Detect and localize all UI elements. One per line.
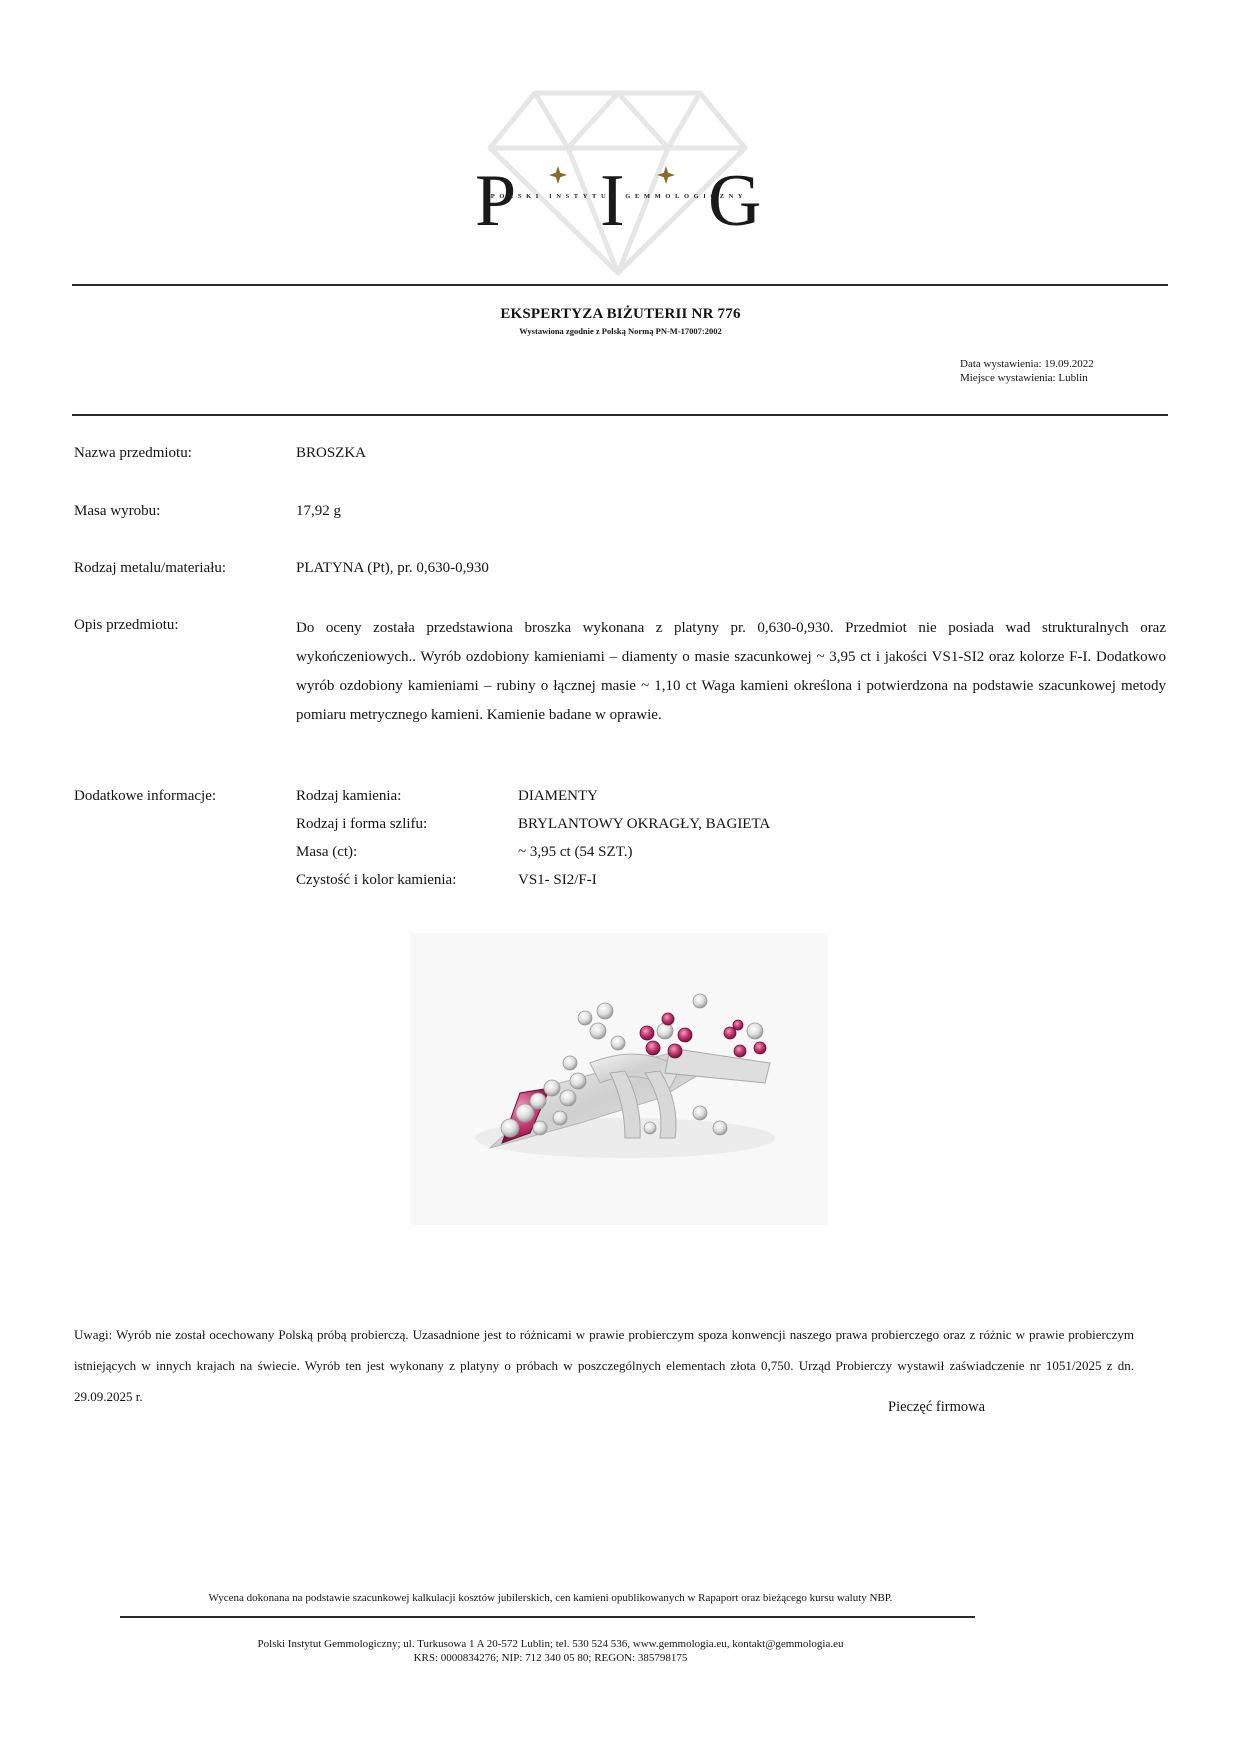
issue-place: Miejsce wystawienia: Lublin [960, 372, 1088, 384]
remarks-text: Uwagi: Wyrób nie został ocechowany Polską próbą probierczą. Uzasadnione jest to różnicami w prawie probierczym spoza konwencji naszego prawa probierczego oraz z różnic w prawie probierczym istniejących w innych krajach na świecie. Wyrób ten jest wykonany z platyny o próbach w poszczególnych elementach złota 0,750. Urząd Probierczy wystawił zaświadczenie nr 1051/2025 z dn. 29.09.2025 r. [74, 1327, 1134, 1404]
valuation-note: Wycena dokonana na podstawie szacunkowej kalkulacji kosztów jubilerskich, cen kamieni opublikowanych w Rapaport oraz bieżącego kursu waluty NBP. [208, 1592, 893, 1604]
item-name-value: BROSZKA [296, 445, 367, 461]
metal-value: PLATYNA (Pt), pr. 0,630-0,930 [296, 560, 489, 576]
document-title: EKSPERTYZA BIŻUTERII NR 776 [500, 306, 741, 322]
description-label: Opis przedmiotu: [74, 617, 179, 633]
pig-logo [400, 70, 840, 280]
cut-value: BRYLANTOWY OKRAGŁY, BAGIETA [518, 816, 771, 832]
divider-top [72, 284, 1168, 286]
clarity-color-value: VS1- SI2/F-I [518, 872, 597, 888]
registry-line: KRS: 0000834276; NIP: 712 340 05 80; REGON: 385798175 [413, 1652, 688, 1664]
mass-label: Masa wyrobu: [74, 503, 161, 519]
star-icon [657, 166, 675, 184]
company-stamp-label: Pieczęć firmowa [888, 1399, 986, 1415]
divider-footer [120, 1616, 975, 1618]
divider-header [72, 414, 1168, 416]
logo-letter-g: G [708, 160, 762, 242]
issue-info [960, 357, 1094, 385]
brooch-image [410, 933, 828, 1225]
cut-label: Rodzaj i forma szlifu: [296, 816, 428, 832]
logo-letter-p: P [475, 160, 517, 242]
carat-label: Masa (ct): [296, 844, 358, 860]
star-icon [549, 166, 567, 184]
issue-date: Data wystawienia: 19.09.2022 [960, 358, 1094, 370]
contact-line: Polski Instytut Gemmologiczny; ul. Turkusowa 1 A 20-572 Lublin; tel. 530 524 536, www.gemmologia.eu, kontakt@gemmologia.eu [257, 1638, 844, 1650]
stone-type-value: DIAMENTY [518, 788, 598, 804]
additional-info-label: Dodatkowe informacje: [74, 788, 217, 804]
item-name-label: Nazwa przedmiotu: [74, 445, 192, 461]
description-text: Do oceny została przedstawiona broszka wykonana z platyny pr. 0,630-0,930. Przedmiot nie posiada wad strukturalnych oraz wykończeniowych.. Wyrób ozdobiony kamieniami – diamenty o masie szacunkowej ~ 3,95 ct i jakości VS1-SI2 oraz kolorze F-I. Dodatkowo wyrób ozdobiony kamieniami – rubiny o łącznej masie ~ 1,10 ct Waga kamieni określona i potwierdzona na podstawie szacunkowej metody pomiaru metrycznego kamieni. Kamienie badane w oprawie. [296, 620, 1166, 723]
logo-letter-i: I [600, 160, 625, 242]
carat-value: ~ 3,95 ct (54 SZT.) [518, 844, 633, 860]
metal-label: Rodzaj metalu/materiału: [74, 560, 227, 576]
document-subtitle: Wystawiona zgodnie z Polską Normą PN-M-17007:2002 [519, 326, 722, 336]
stone-type-label: Rodzaj kamienia: [296, 788, 402, 804]
mass-value: 17,92 g [296, 503, 341, 519]
brooch-photo [410, 933, 828, 1225]
clarity-color-label: Czystość i kolor kamienia: [296, 872, 457, 888]
logo-subtitle: POLSKI INSTYTUT GEMMOLOGICZNY [490, 193, 748, 200]
